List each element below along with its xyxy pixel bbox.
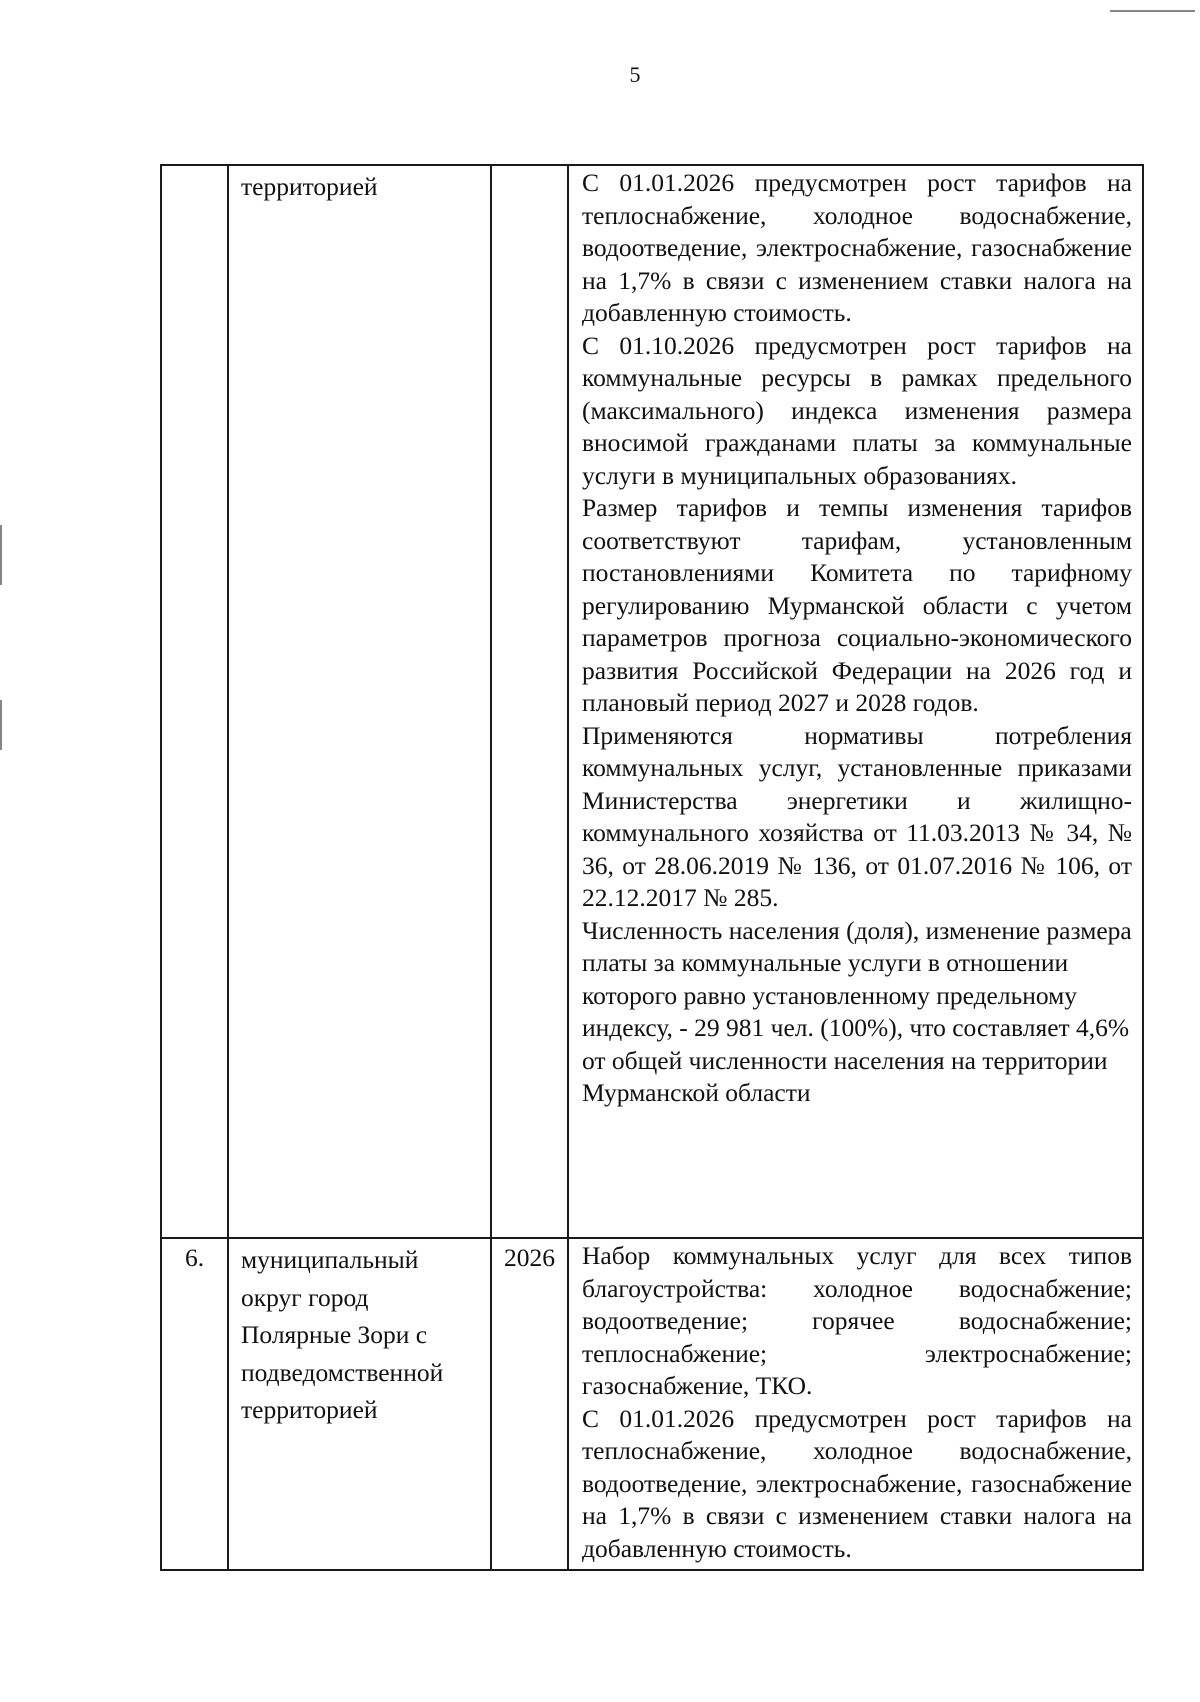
document-table [160,164,1144,1571]
scan-artifact-line [0,700,2,750]
scan-artifact-line [0,525,2,585]
description-paragraph: Применяются нормативы потребления коммунальных услуг, установленные приказами Министерства энергетики и жилищно-коммунального хозяйства от 11.03.2013 № 34, № 36, от 28.06.2019 № 136, от 01.07.2016 № 106, от 22.12.2017 № 285. [582,720,1132,912]
description-cell [568,165,1143,1238]
row-number-cell: 6. [161,1238,228,1570]
municipality-name-cell: муниципальный округ город Полярные Зори с подведомственной территорией [228,1238,491,1570]
row-number-cell [161,165,228,1238]
table-row [161,1238,1143,1570]
description-paragraph: С 01.01.2026 предусмотрен рост тарифов на теплоснабжение, холодное водоснабжение, водоотведение, электроснабжение, газоснабжение на 1,7% в связи с изменением ставки налога на добавленную стоимость. [582,1403,1132,1563]
table-row [161,165,1143,1238]
municipality-name-cell: территорией [228,165,491,1238]
description-paragraph: Численность населения (доля), изменение размера платы за коммунальные услуги в отношении которого равно установленному предельному индексу, - 29 981 чел. (100%), что составляет 4,6% от общей численности населения на территории Мурманской области [582,915,1132,1107]
description-paragraph: С 01.10.2026 предусмотрен рост тарифов на коммунальные ресурсы в рамках предельного (максимального) индекса изменения размера вносимой гражданами платы за коммунальные услуги в муниципальных образованиях. [582,330,1132,490]
scan-artifact-line [1110,10,1195,12]
year-cell: 2026 [491,1238,568,1570]
page-number: 5 [629,62,641,87]
description-cell [568,1238,1143,1570]
description-paragraph: С 01.01.2026 предусмотрен рост тарифов на теплоснабжение, холодное водоснабжение, водоотведение, электроснабжение, газоснабжение на 1,7% в связи с изменением ставки налога на добавленную стоимость. [582,168,1132,327]
description-paragraph: Набор коммунальных услуг для всех типов благоустройства: холодное водоснабжение; водоотведение; горячее водоснабжение; теплоснабжение; электроснабжение; газоснабжение, ТКО. [582,1241,1132,1400]
year-cell [491,165,568,1238]
description-paragraph: Размер тарифов и темпы изменения тарифов соответствуют тарифам, установленным постановлениями Комитета по тарифному регулированию Мурманской области с учетом параметров прогноза социально-экономического развития Российской Федерации на 2026 год и плановый период 2027 и 2028 годов. [582,493,1132,717]
